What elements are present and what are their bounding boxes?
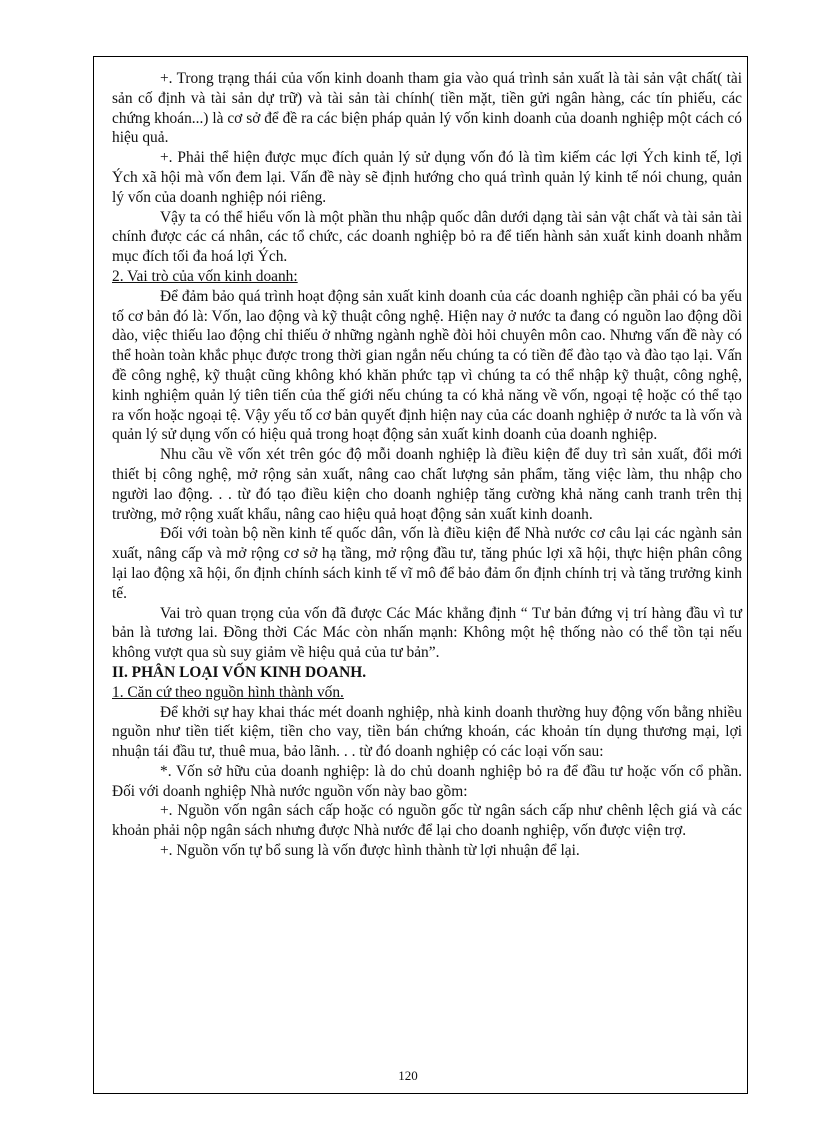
paragraph: +. Nguồn vốn ngân sách cấp hoặc có nguồn gốc từ ngân sách cấp như chênh lệch giá và các khoản phải nộp ngân sách nhưng được Nhà nước để lại cho doanh nghiệp, vốn được viện trợ. [112,802,742,840]
body-text [112,69,742,861]
paragraph: Vai trò quan trọng của vốn đã được Các Mác khẳng định “ Tư bản đứng vị trí hàng đầu vì tư bản là tương lai. Đồng thời Các Mác còn nhấn mạnh: Không một hệ thống nào có thể tồn tại nếu không vượt qua sù suy giảm về hiệu quả của tư bản”. [112,604,742,662]
section-heading: II. PHÂN LOẠI VỐN KINH DOANH. [112,663,367,681]
paragraph: +. Trong trạng thái của vốn kinh doanh tham gia vào quá trình sản xuất là tài sản vật chất( tài sản cố định và tài sản dự trữ) và tài sản tài chính( tiền mặt, tiền gửi ngân hàng, các tín phiếu, các chứng khoán...) là cơ sở để đề ra các biện pháp quản lý vốn kinh doanh của doanh nghiệp một cách có hiệu quả. [112,70,742,147]
paragraph: *. Vốn sở hữu của doanh nghiệp: là do chủ doanh nghiệp bỏ ra để đầu tư hoặc vốn cổ phần. Đối với doanh nghiệp Nhà nước nguồn vốn này bao gồm: [112,762,742,800]
subsection-heading: 2. Vai trò của vốn kinh doanh: [112,267,298,285]
paragraph: Để đảm bảo quá trình hoạt động sản xuất kinh doanh của các doanh nghiệp cần phải có ba yếu tố cơ bản đó là: Vốn, lao động và kỹ thuật công nghệ. Hiện nay ở nước ta đang có nguồn lao động dồi dào, việc thiếu lao động chỉ thiếu ở những ngành nghề đòi hỏi chuyên môn cao. Nhưng vấn đề này có thể hoàn toàn khắc phục được trong thời gian ngắn nếu chúng ta có tiền để đào tạo và đào tạo lại. Vấn đề công nghệ, kỹ thuật cũng không khó khăn phức tạp vì chúng ta có thể nhập kỹ thuật, công nghệ, kinh nghiệm quản lý tiên tiến của thế giới nếu chúng ta có khả năng về vốn, ngoại tệ hoặc có thể tạo ra vốn hoặc ngoại tệ. Vậy yếu tố cơ bản quyết định hiện nay của các doanh nghiệp ở nước ta là vốn và quản lý sử dụng vốn có hiệu quả trong hoạt động sản xuất kinh doanh của doanh nghiệp. [112,287,742,444]
paragraph: Nhu cầu về vốn xét trên góc độ mỗi doanh nghiệp là điều kiện để duy trì sản xuất, đổi mới thiết bị công nghệ, mở rộng sản xuất, nâng cao chất lượng sản phẩm, tăng việc làm, thu nhập cho người lao động. . . từ đó tạo điều kiện cho doanh nghiệp tăng cường khả năng canh tranh trên thị trường, mở rộng xuất khẩu, nâng cao hiệu quả hoạt động sản xuất kinh doanh. [112,446,742,523]
page-number: 120 [398,1068,418,1083]
subsection-heading: 1. Căn cứ theo nguồn hình thành vốn. [112,683,344,701]
paragraph: Vậy ta có thể hiểu vốn là một phần thu nhập quốc dân dưới dạng tài sản vật chất và tài sản tài chính được các cá nhân, các tổ chức, các doanh nghiệp bỏ ra để tiến hành sản xuất kinh doanh nhằm mục đích tối đa hoá lợi Ých. [112,208,742,266]
paragraph: Đối với toàn bộ nền kinh tế quốc dân, vốn là điều kiện để Nhà nước cơ câu lại các ngành sản xuất, nâng cấp và mở rộng cơ sở hạ tầng, mở rộng đầu tư, tăng phúc lợi xã hội, thực hiện phân công lại lao động xã hội, ổn định chính sách kinh tế vĩ mô để bảo đảm ổn định chính trị và tăng trưởng kinh tế. [112,525,742,602]
paragraph: +. Nguồn vốn tự bổ sung là vốn được hình thành từ lợi nhuận để lại. [160,842,580,860]
paragraph: Để khởi sự hay khai thác mét doanh nghiệp, nhà kinh doanh thường huy động vốn bằng nhiều nguồn như tiền tiết kiệm, tiền cho vay, tiền bán chứng khoán, các khoản tín dụng thương mại, lợi nhuận tái đầu tư, thuê mua, bảo lãnh. . . từ đó doanh nghiệp có các loại vốn sau: [112,703,742,761]
paragraph: +. Phải thể hiện được mục đích quản lý sử dụng vốn đó là tìm kiếm các lợi Ých kinh tế, lợi Ých xã hội mà vốn đem lại. Vấn đề này sẽ định hướng cho quá trình quản lý kinh tế nói chung, quản lý vốn của doanh nghiệp nói riêng. [112,149,742,206]
